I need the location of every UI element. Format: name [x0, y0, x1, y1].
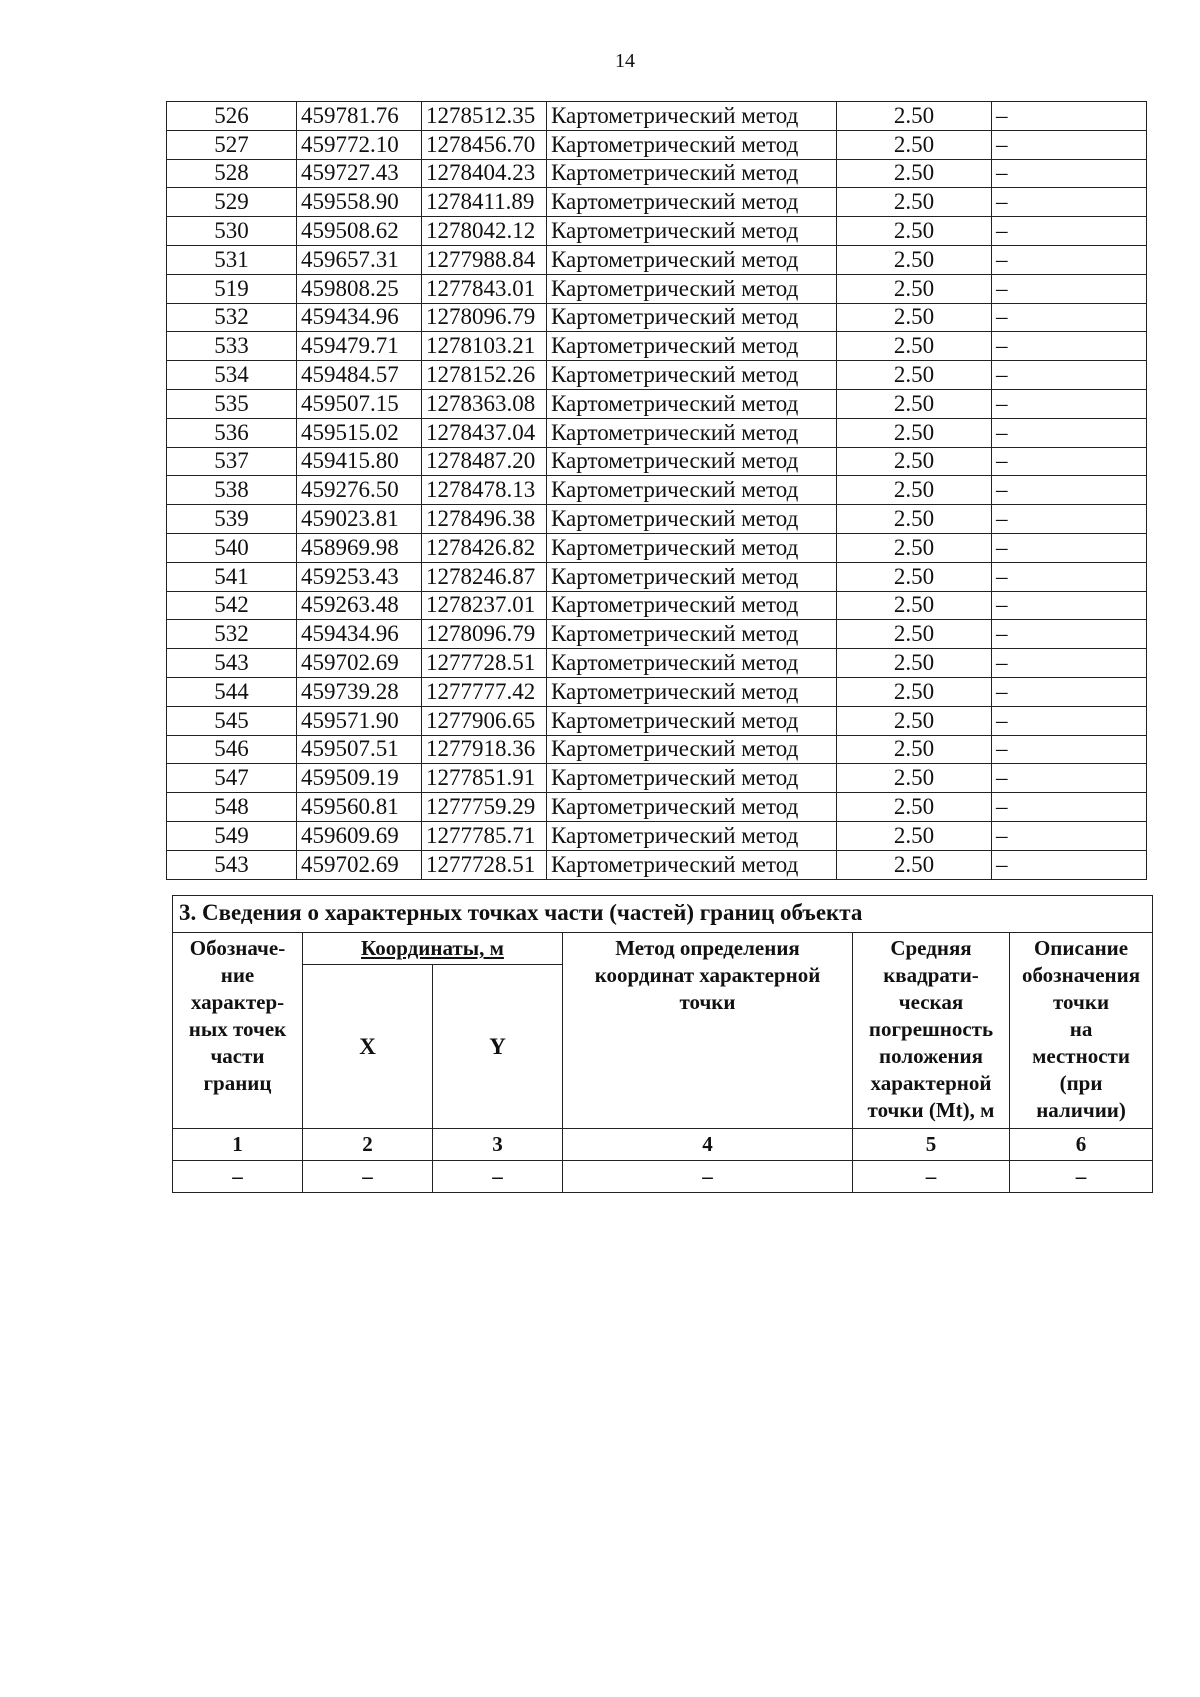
coordinate-y: 1278411.89 — [422, 188, 547, 217]
point-description: – — [992, 130, 1147, 159]
point-number: 529 — [167, 188, 297, 217]
point-number: 528 — [167, 159, 297, 188]
error-value: 2.50 — [837, 505, 992, 534]
coordinate-y: 1278042.12 — [422, 217, 547, 246]
point-number: 538 — [167, 476, 297, 505]
table-row — [167, 418, 1147, 447]
table-row — [167, 649, 1147, 678]
method-name: Картометрический метод — [547, 361, 837, 390]
point-number: 519 — [167, 274, 297, 303]
point-description: – — [992, 562, 1147, 591]
coordinate-x: 459739.28 — [297, 677, 422, 706]
empty-cell: – — [433, 1161, 563, 1193]
point-description: – — [992, 649, 1147, 678]
table-row — [167, 332, 1147, 361]
empty-data-row — [173, 1161, 1153, 1193]
point-number: 541 — [167, 562, 297, 591]
method-name: Картометрический метод — [547, 706, 837, 735]
point-number: 542 — [167, 591, 297, 620]
coordinate-y: 1278152.26 — [422, 361, 547, 390]
point-number: 549 — [167, 821, 297, 850]
error-value: 2.50 — [837, 620, 992, 649]
part-points-table — [172, 895, 1153, 1193]
table-row — [167, 562, 1147, 591]
method-name: Картометрический метод — [547, 591, 837, 620]
error-value: 2.50 — [837, 274, 992, 303]
point-description: – — [992, 361, 1147, 390]
table-row — [167, 447, 1147, 476]
column-index: 6 — [1010, 1129, 1153, 1161]
point-number: 539 — [167, 505, 297, 534]
coordinate-y: 1277785.71 — [422, 821, 547, 850]
point-description: – — [992, 821, 1147, 850]
column-index: 4 — [563, 1129, 853, 1161]
error-value: 2.50 — [837, 850, 992, 879]
method-name: Картометрический метод — [547, 188, 837, 217]
point-number: 535 — [167, 389, 297, 418]
coordinate-x: 459560.81 — [297, 793, 422, 822]
table-row — [167, 159, 1147, 188]
method-name: Картометрический метод — [547, 245, 837, 274]
header-y: Y — [433, 965, 563, 1129]
coordinate-y: 1278246.87 — [422, 562, 547, 591]
header-error: Средняя квадрати- ческая погрешность положения характерной точки (Mt), м — [853, 933, 1010, 1129]
coordinate-y: 1278096.79 — [422, 303, 547, 332]
method-name: Картометрический метод — [547, 533, 837, 562]
table-row — [167, 389, 1147, 418]
table-row — [167, 361, 1147, 390]
coordinate-y: 1277728.51 — [422, 649, 547, 678]
coordinates-table-body — [167, 102, 1147, 880]
error-value: 2.50 — [837, 649, 992, 678]
table-row — [167, 476, 1147, 505]
method-name: Картометрический метод — [547, 130, 837, 159]
header-x: X — [303, 965, 433, 1129]
point-description: – — [992, 677, 1147, 706]
point-description: – — [992, 620, 1147, 649]
method-name: Картометрический метод — [547, 620, 837, 649]
point-number: 543 — [167, 850, 297, 879]
point-number: 532 — [167, 303, 297, 332]
point-description: – — [992, 850, 1147, 879]
coordinate-x: 459507.51 — [297, 735, 422, 764]
point-number: 531 — [167, 245, 297, 274]
point-number: 537 — [167, 447, 297, 476]
coordinate-x: 459507.15 — [297, 389, 422, 418]
point-description: – — [992, 793, 1147, 822]
header-designation: Обозначе- ние характер- ных точек части границ — [173, 933, 303, 1129]
method-name: Картометрический метод — [547, 217, 837, 246]
error-value: 2.50 — [837, 332, 992, 361]
point-description: – — [992, 591, 1147, 620]
column-index-row — [173, 1129, 1153, 1161]
table-row — [167, 821, 1147, 850]
point-description: – — [992, 102, 1147, 131]
method-name: Картометрический метод — [547, 159, 837, 188]
point-description: – — [992, 476, 1147, 505]
error-value: 2.50 — [837, 735, 992, 764]
point-number: 543 — [167, 649, 297, 678]
error-value: 2.50 — [837, 591, 992, 620]
coordinate-x: 459253.43 — [297, 562, 422, 591]
coordinate-x: 459571.90 — [297, 706, 422, 735]
point-description: – — [992, 274, 1147, 303]
table-row — [167, 102, 1147, 131]
coordinate-x: 459727.43 — [297, 159, 422, 188]
coordinate-x: 459515.02 — [297, 418, 422, 447]
point-description: – — [992, 447, 1147, 476]
error-value: 2.50 — [837, 533, 992, 562]
table-row — [167, 620, 1147, 649]
coordinate-x: 459509.19 — [297, 764, 422, 793]
empty-cell: – — [1010, 1161, 1153, 1193]
coordinate-x: 459508.62 — [297, 217, 422, 246]
coordinate-x: 459023.81 — [297, 505, 422, 534]
coordinate-x: 459263.48 — [297, 591, 422, 620]
point-number: 544 — [167, 677, 297, 706]
point-description: – — [992, 735, 1147, 764]
coordinate-y: 1278237.01 — [422, 591, 547, 620]
point-description: – — [992, 505, 1147, 534]
method-name: Картометрический метод — [547, 850, 837, 879]
error-value: 2.50 — [837, 361, 992, 390]
table-row — [167, 850, 1147, 879]
coordinate-x: 459276.50 — [297, 476, 422, 505]
table-row — [167, 764, 1147, 793]
point-description: – — [992, 764, 1147, 793]
table-row — [167, 533, 1147, 562]
table-row — [167, 591, 1147, 620]
coordinate-y: 1277988.84 — [422, 245, 547, 274]
coordinate-y: 1277918.36 — [422, 735, 547, 764]
error-value: 2.50 — [837, 389, 992, 418]
error-value: 2.50 — [837, 764, 992, 793]
error-value: 2.50 — [837, 102, 992, 131]
coordinate-x: 459772.10 — [297, 130, 422, 159]
table-row — [167, 188, 1147, 217]
point-number: 540 — [167, 533, 297, 562]
method-name: Картометрический метод — [547, 677, 837, 706]
error-value: 2.50 — [837, 562, 992, 591]
coordinate-x: 459808.25 — [297, 274, 422, 303]
table-row — [167, 303, 1147, 332]
method-name: Картометрический метод — [547, 102, 837, 131]
method-name: Картометрический метод — [547, 303, 837, 332]
method-name: Картометрический метод — [547, 332, 837, 361]
coordinate-x: 459702.69 — [297, 649, 422, 678]
error-value: 2.50 — [837, 159, 992, 188]
point-number: 548 — [167, 793, 297, 822]
point-description: – — [992, 706, 1147, 735]
method-name: Картометрический метод — [547, 418, 837, 447]
header-coordinates: Координаты, м — [303, 933, 563, 965]
error-value: 2.50 — [837, 677, 992, 706]
error-value: 2.50 — [837, 188, 992, 217]
method-name: Картометрический метод — [547, 793, 837, 822]
header-description: Описание обозначения точки на местности (при наличии) — [1010, 933, 1153, 1129]
table-row — [167, 735, 1147, 764]
coordinate-y: 1277843.01 — [422, 274, 547, 303]
coordinate-y: 1278512.35 — [422, 102, 547, 131]
coordinate-y: 1277728.51 — [422, 850, 547, 879]
coordinate-y: 1278103.21 — [422, 332, 547, 361]
point-description: – — [992, 217, 1147, 246]
header-method: Метод определения координат характерной точки — [563, 933, 853, 1129]
point-description: – — [992, 245, 1147, 274]
error-value: 2.50 — [837, 706, 992, 735]
table-row — [167, 274, 1147, 303]
coordinate-y: 1277759.29 — [422, 793, 547, 822]
point-number: 534 — [167, 361, 297, 390]
table-row — [167, 217, 1147, 246]
coordinate-y: 1278487.20 — [422, 447, 547, 476]
point-description: – — [992, 332, 1147, 361]
coordinate-x: 459415.80 — [297, 447, 422, 476]
empty-cell: – — [853, 1161, 1010, 1193]
table-row — [167, 677, 1147, 706]
point-number: 532 — [167, 620, 297, 649]
coordinate-x: 459781.76 — [297, 102, 422, 131]
point-number: 536 — [167, 418, 297, 447]
table-row — [167, 505, 1147, 534]
point-number: 533 — [167, 332, 297, 361]
coordinate-y: 1278437.04 — [422, 418, 547, 447]
point-number: 546 — [167, 735, 297, 764]
point-description: – — [992, 303, 1147, 332]
coordinate-y: 1278496.38 — [422, 505, 547, 534]
coordinate-y: 1278426.82 — [422, 533, 547, 562]
coordinate-x: 458969.98 — [297, 533, 422, 562]
empty-cell: – — [563, 1161, 853, 1193]
coordinate-x: 459434.96 — [297, 620, 422, 649]
method-name: Картометрический метод — [547, 735, 837, 764]
table-row — [167, 706, 1147, 735]
coordinate-y: 1278456.70 — [422, 130, 547, 159]
point-number: 527 — [167, 130, 297, 159]
table-row — [167, 130, 1147, 159]
table-row — [167, 245, 1147, 274]
coordinate-y: 1278478.13 — [422, 476, 547, 505]
coordinate-y: 1278363.08 — [422, 389, 547, 418]
point-description: – — [992, 389, 1147, 418]
method-name: Картометрический метод — [547, 476, 837, 505]
coordinate-y: 1277906.65 — [422, 706, 547, 735]
error-value: 2.50 — [837, 793, 992, 822]
method-name: Картометрический метод — [547, 274, 837, 303]
error-value: 2.50 — [837, 130, 992, 159]
coordinate-y: 1277851.91 — [422, 764, 547, 793]
method-name: Картометрический метод — [547, 821, 837, 850]
point-number: 545 — [167, 706, 297, 735]
coordinates-table — [166, 101, 1147, 880]
error-value: 2.50 — [837, 245, 992, 274]
coordinate-y: 1278404.23 — [422, 159, 547, 188]
error-value: 2.50 — [837, 418, 992, 447]
coordinate-x: 459609.69 — [297, 821, 422, 850]
error-value: 2.50 — [837, 447, 992, 476]
coordinate-x: 459484.57 — [297, 361, 422, 390]
method-name: Картометрический метод — [547, 389, 837, 418]
point-number: 526 — [167, 102, 297, 131]
column-index: 1 — [173, 1129, 303, 1161]
column-index: 3 — [433, 1129, 563, 1161]
method-name: Картометрический метод — [547, 764, 837, 793]
empty-cell: – — [303, 1161, 433, 1193]
method-name: Картометрический метод — [547, 649, 837, 678]
coordinate-x: 459479.71 — [297, 332, 422, 361]
column-index: 5 — [853, 1129, 1010, 1161]
method-name: Картометрический метод — [547, 562, 837, 591]
coordinate-x: 459657.31 — [297, 245, 422, 274]
error-value: 2.50 — [837, 217, 992, 246]
error-value: 2.50 — [837, 303, 992, 332]
empty-cell: – — [173, 1161, 303, 1193]
table-row — [167, 793, 1147, 822]
method-name: Картометрический метод — [547, 505, 837, 534]
point-description: – — [992, 533, 1147, 562]
coordinate-x: 459434.96 — [297, 303, 422, 332]
coordinate-x: 459702.69 — [297, 850, 422, 879]
point-number: 530 — [167, 217, 297, 246]
page-number: 14 — [615, 50, 635, 72]
method-name: Картометрический метод — [547, 447, 837, 476]
point-description: – — [992, 418, 1147, 447]
error-value: 2.50 — [837, 821, 992, 850]
point-number: 547 — [167, 764, 297, 793]
coordinate-y: 1277777.42 — [422, 677, 547, 706]
point-description: – — [992, 188, 1147, 217]
column-index: 2 — [303, 1129, 433, 1161]
coordinate-x: 459558.90 — [297, 188, 422, 217]
section-title: 3. Сведения о характерных точках части (частей) границ объекта — [173, 896, 1153, 933]
point-description: – — [992, 159, 1147, 188]
coordinate-y: 1278096.79 — [422, 620, 547, 649]
error-value: 2.50 — [837, 476, 992, 505]
